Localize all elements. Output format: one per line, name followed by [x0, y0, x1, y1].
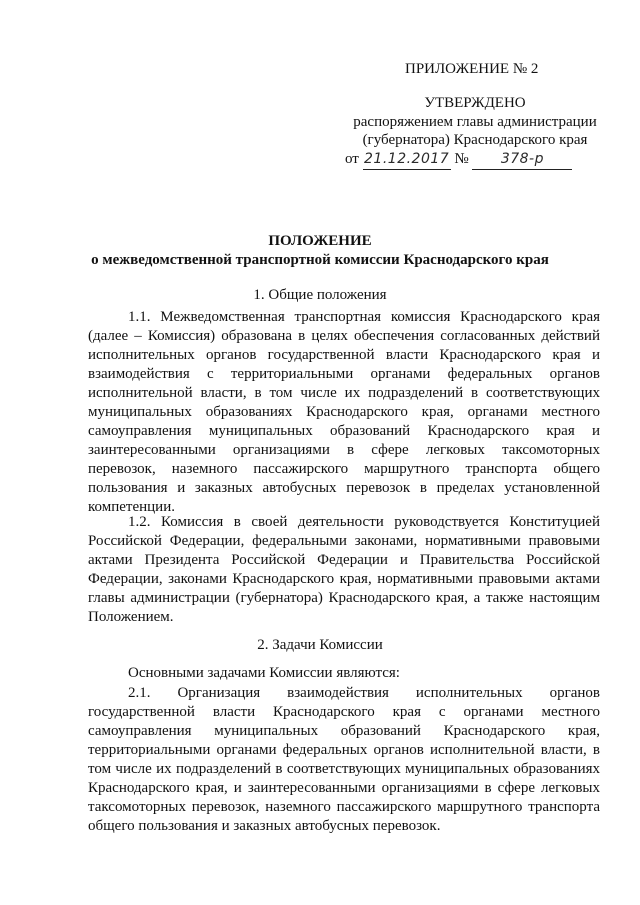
paragraph-1-1: 1.1. Межведомственная транспортная комиссия Краснодарского края (далее – Комиссия) образована в целях обеспечения согласованных действий исполнительных органов государственной власти Краснодарского края и взаимодействия с территориальными органами федеральных органов исполнительной власти, в том числе их подразделений в соответствующих муниципальных образованиях Краснодарского края, органами местного самоуправления муниципальных образований Краснодарского края и заинтересованными организациями в сфере легковых таксомоторных перевозок, наземного пассажирского маршрутного транспорта общего пользования и заказных автобусных перевозок в пределах установленной компетенции. [88, 309, 600, 515]
paragraph-1-2: 1.2. Комиссия в своей деятельности руководствуется Конституцией Российской Федерации, федеральными законами, нормативными правовыми актами Президента Российской Федерации и Правительства Российской Федерации, законами Краснодарского края, нормативными правовыми актами главы администрации (губернатора) Краснодарского края, а также настоящим Положением. [88, 514, 600, 625]
attachment-label: ПРИЛОЖЕНИЕ № 2 [405, 61, 539, 77]
document-title: ПОЛОЖЕНИЕ [268, 233, 372, 249]
section-2-heading: 2. Задачи Комиссии [257, 637, 383, 653]
section-1-heading: 1. Общие положения [253, 287, 387, 303]
approval-line-2: (губернатора) Краснодарского края [362, 132, 588, 148]
approval-date-line [345, 150, 605, 170]
paragraph-2-1: 2.1. Организация взаимодействия исполнительных органов государственной власти Краснодарского края с органами местного самоуправления муниципальных образований Краснодарского края, территориальными органами федеральных органов исполнительной власти, в том числе их подразделений в соответствующих муниципальных образованиях Краснодарского края, и заинтересованными организациями в сфере легковых таксомоторных перевозок, наземного пассажирского маршрутного транспорта общего пользования и заказных автобусных перевозок. [88, 685, 600, 834]
approved-label: УТВЕРЖДЕНО [424, 95, 526, 111]
number-prefix: № [454, 151, 469, 167]
document-subtitle: о межведомственной транспортной комиссии Краснодарского края [91, 252, 549, 268]
approval-line-1: распоряжением главы администрации [353, 114, 597, 130]
handwritten-date: 21.12.2017 [363, 150, 451, 170]
date-prefix: от [345, 151, 359, 167]
handwritten-number: 378-р [472, 150, 572, 170]
tasks-intro: Основными задачами Комиссии являются: [128, 665, 400, 681]
